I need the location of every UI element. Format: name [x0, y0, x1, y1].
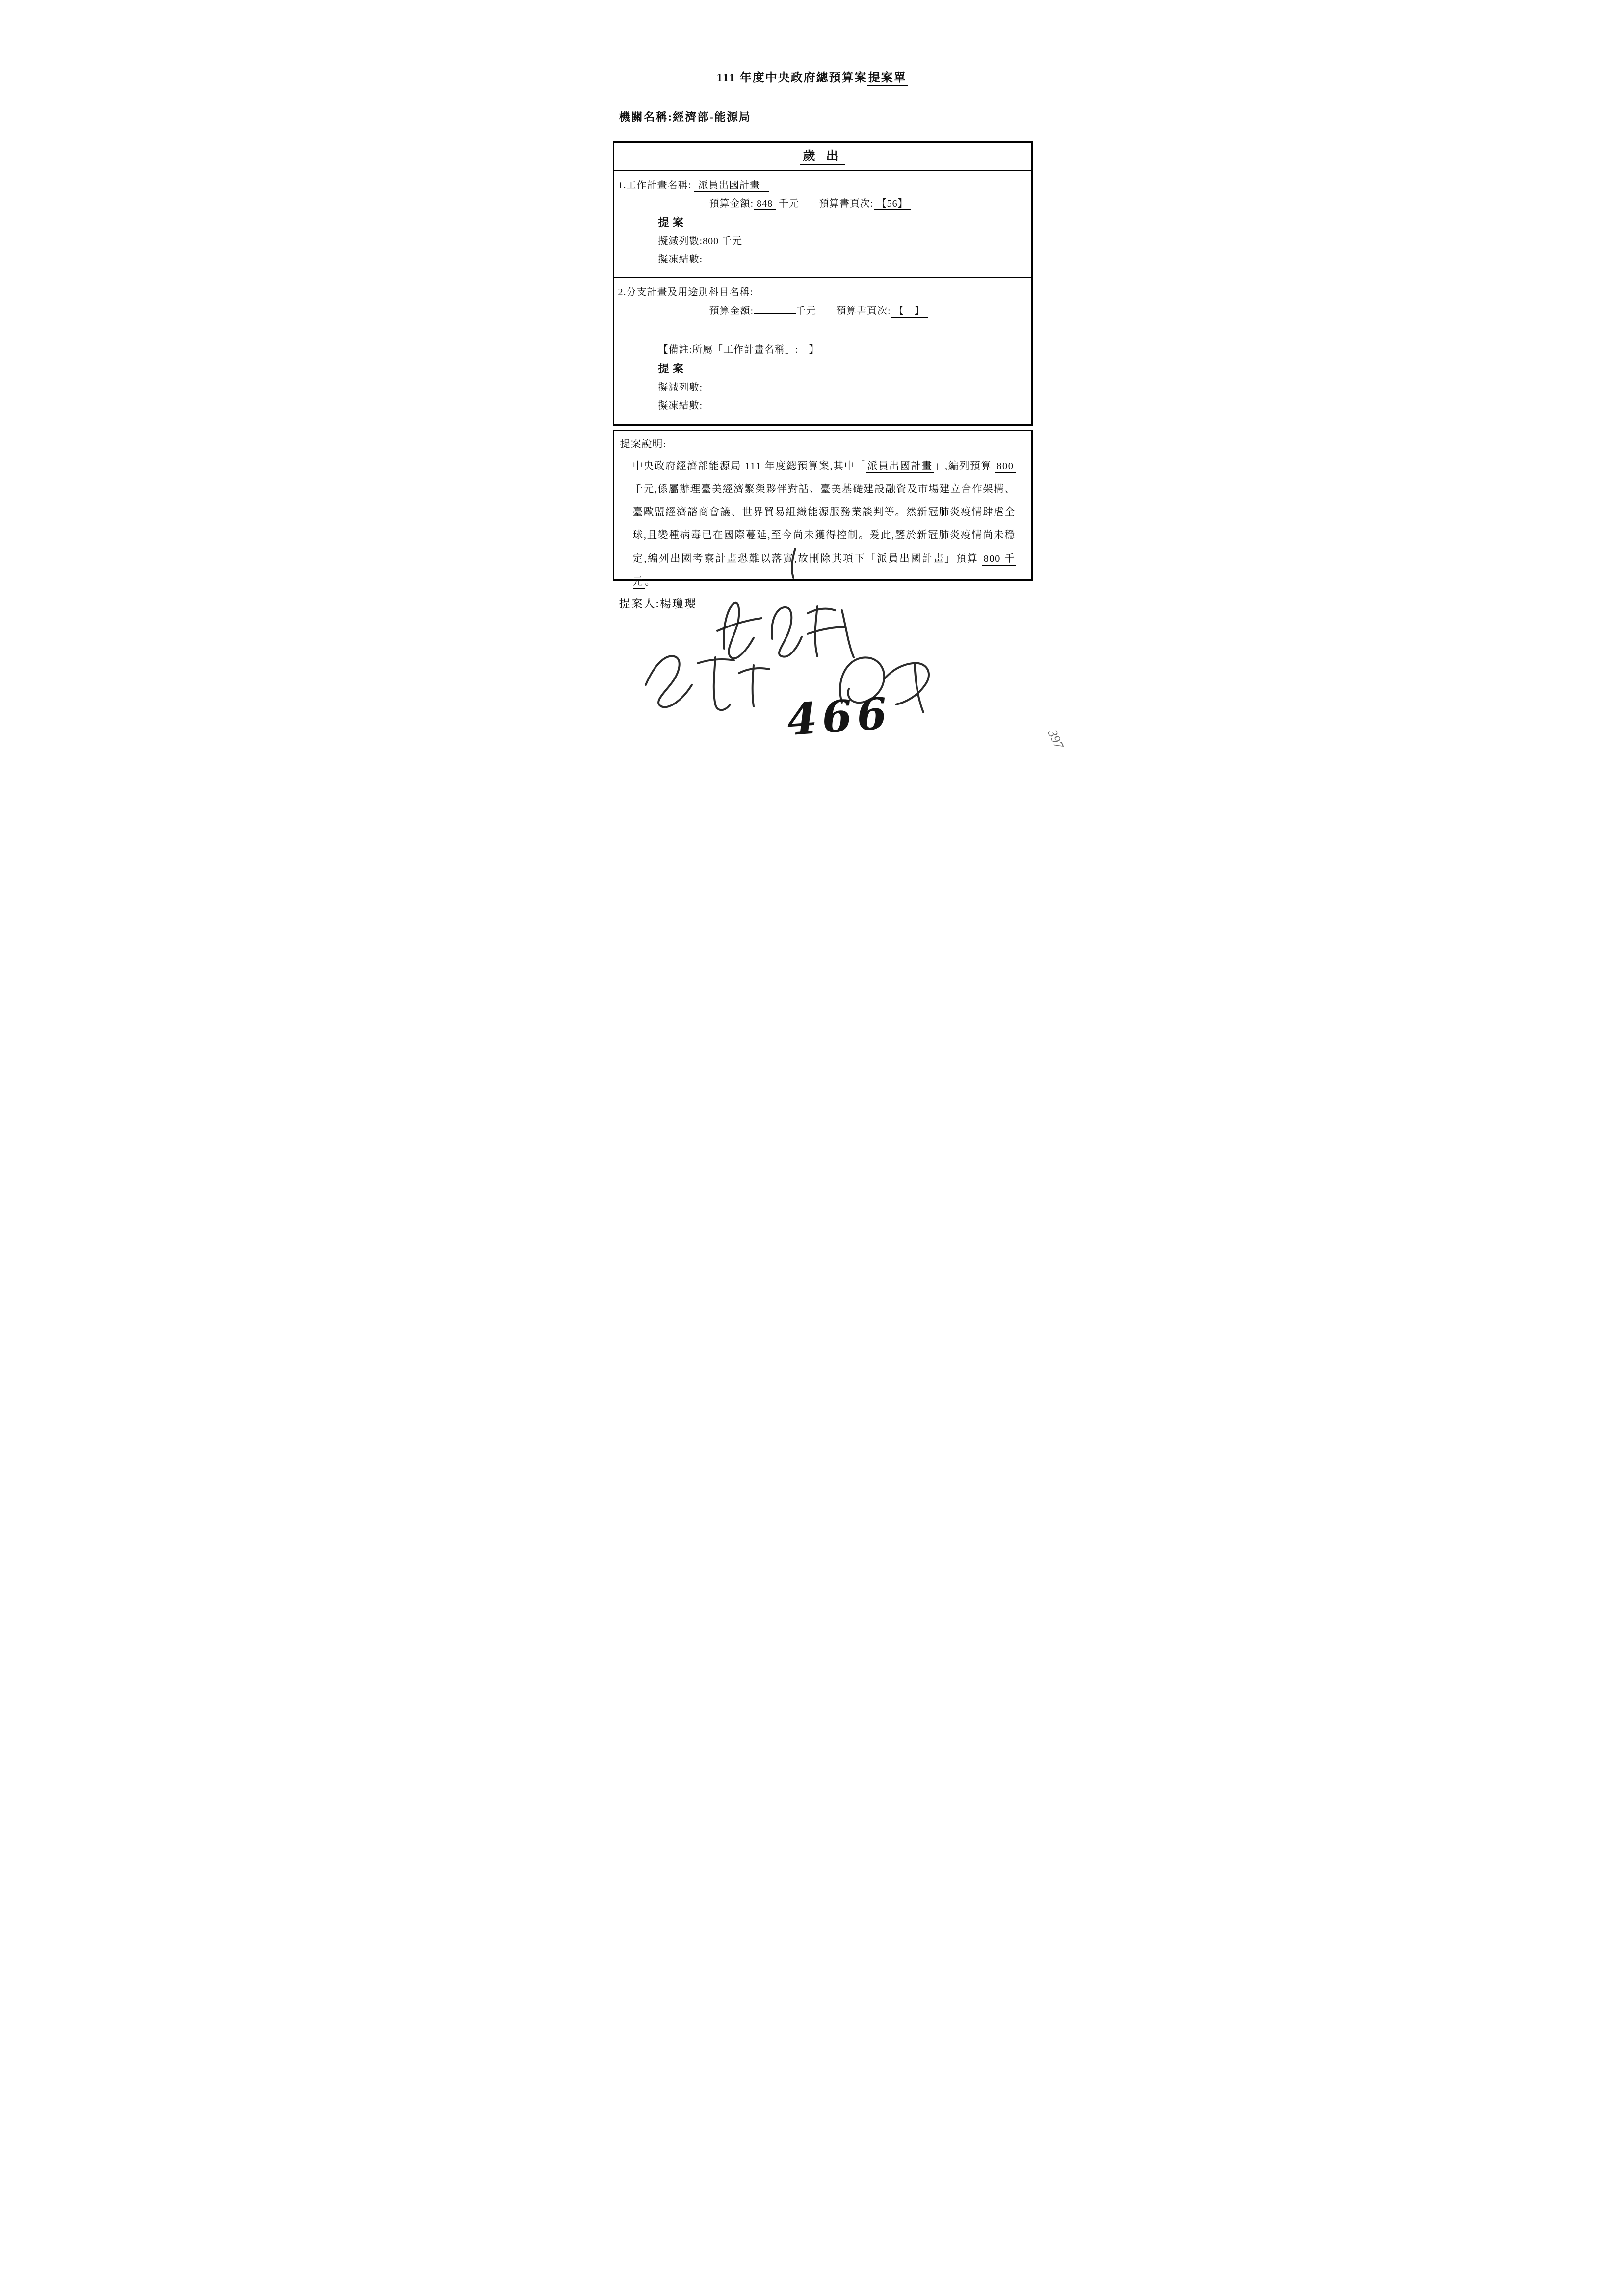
proposer-line: [619, 595, 697, 611]
budget-page-value-2: 【 】: [891, 306, 928, 318]
explanation-seg-1: 中央政府經濟部能源局 111 年度總預算案,其中「: [632, 461, 866, 471]
budget-amount-label: 預算金額:: [709, 198, 754, 209]
title-underlined-part: 提案單: [867, 72, 908, 86]
reduction-label: 擬減列數:: [658, 236, 703, 247]
work-plan-section: [614, 171, 1031, 278]
sub-plan-name-line: [618, 285, 1027, 300]
agency-label: 機關名稱:: [619, 111, 673, 123]
reduction-line-1: [658, 234, 1027, 249]
work-plan-name-label: 1.工作計畫名稱:: [618, 180, 692, 191]
budget-page-value: 【56】: [874, 198, 911, 210]
corner-page-number: 397: [1045, 727, 1066, 751]
explanation-heading: 提案說明:: [620, 438, 667, 450]
explanation-plan-name-underlined: 派員出國計畫: [866, 461, 934, 473]
explanation-amount-underlined: 800: [995, 461, 1015, 473]
budget-unit: 千元: [779, 198, 800, 209]
scanned-document-page: [542, 0, 1083, 765]
agency-line: [619, 108, 751, 124]
budget-amount-blank: [754, 303, 796, 314]
proposer-value: 楊瓊瓔: [659, 598, 697, 610]
expenditure-box: [613, 141, 1033, 426]
explanation-seg-3: 」,編列預算: [934, 461, 995, 471]
sub-plan-section: [614, 278, 1031, 424]
remark-line: 【備註:所屬「工作計畫名稱」: 】: [658, 344, 819, 355]
expenditure-header-text: 歲 出: [800, 150, 845, 165]
budget-line-1: [709, 196, 1027, 211]
budget-unit-2: 千元: [796, 306, 817, 316]
proposal-heading-1: 提 案: [658, 216, 684, 229]
signature-stroke-left: [646, 656, 769, 710]
explanation-box: [613, 430, 1033, 587]
explanation-seg-7: 。: [645, 576, 656, 587]
explanation-final-amount-underlined: 800 千元: [633, 553, 1016, 589]
expenditure-header: [614, 143, 1031, 171]
reduction-value: 800 千元: [703, 236, 743, 247]
budget-page-label: 預算書頁次:: [819, 198, 874, 209]
handwritten-number: 466: [785, 687, 893, 746]
freeze-line-2: [658, 398, 1027, 414]
freeze-line-1: [658, 252, 1027, 267]
work-plan-name-line: [618, 178, 1027, 193]
title-main: 111 年度中央政府總預算案: [716, 72, 867, 84]
reduction-line-2: [658, 380, 1027, 395]
sub-plan-name-label: 2.分支計畫及用途別科目名稱:: [618, 287, 754, 298]
signature-stroke-top: [717, 603, 854, 658]
budget-amount-value: 848: [754, 198, 776, 210]
reduction-label-2: 擬減列數:: [658, 382, 703, 393]
document-title: [542, 68, 1083, 85]
work-plan-name-value: 派員出國計畫: [694, 180, 769, 192]
proposal-heading-2: 提 案: [658, 363, 684, 375]
freeze-label-2: 擬凍結數:: [658, 400, 703, 412]
budget-amount-label-2: 預算金額:: [709, 306, 754, 316]
budget-line-2: [709, 303, 1027, 319]
budget-page-label-2: 預算書頁次:: [836, 306, 891, 316]
explanation-seg-5: 千元,係屬辦理臺美經濟繁榮夥伴對話、臺美基礎建設融資及市場建立合作架構、臺歐盟經濟諮商會議、世界貿易組織能源服務業談判等。然新冠肺炎疫情肆虐全球,且變種病毒已在國際蔓延,至今尚未獲得控制。爰此,鑒於新冠肺炎疫情尚未穩定,編列出國考察計畫恐難以落實,故刪除其項下「派員出國計畫」預算: [632, 484, 1016, 564]
freeze-label: 擬凍結數:: [658, 254, 703, 265]
agency-value: 經濟部-能源局: [673, 111, 751, 123]
explanation-paragraph: [633, 455, 1016, 594]
proposer-label: 提案人:: [619, 598, 660, 610]
